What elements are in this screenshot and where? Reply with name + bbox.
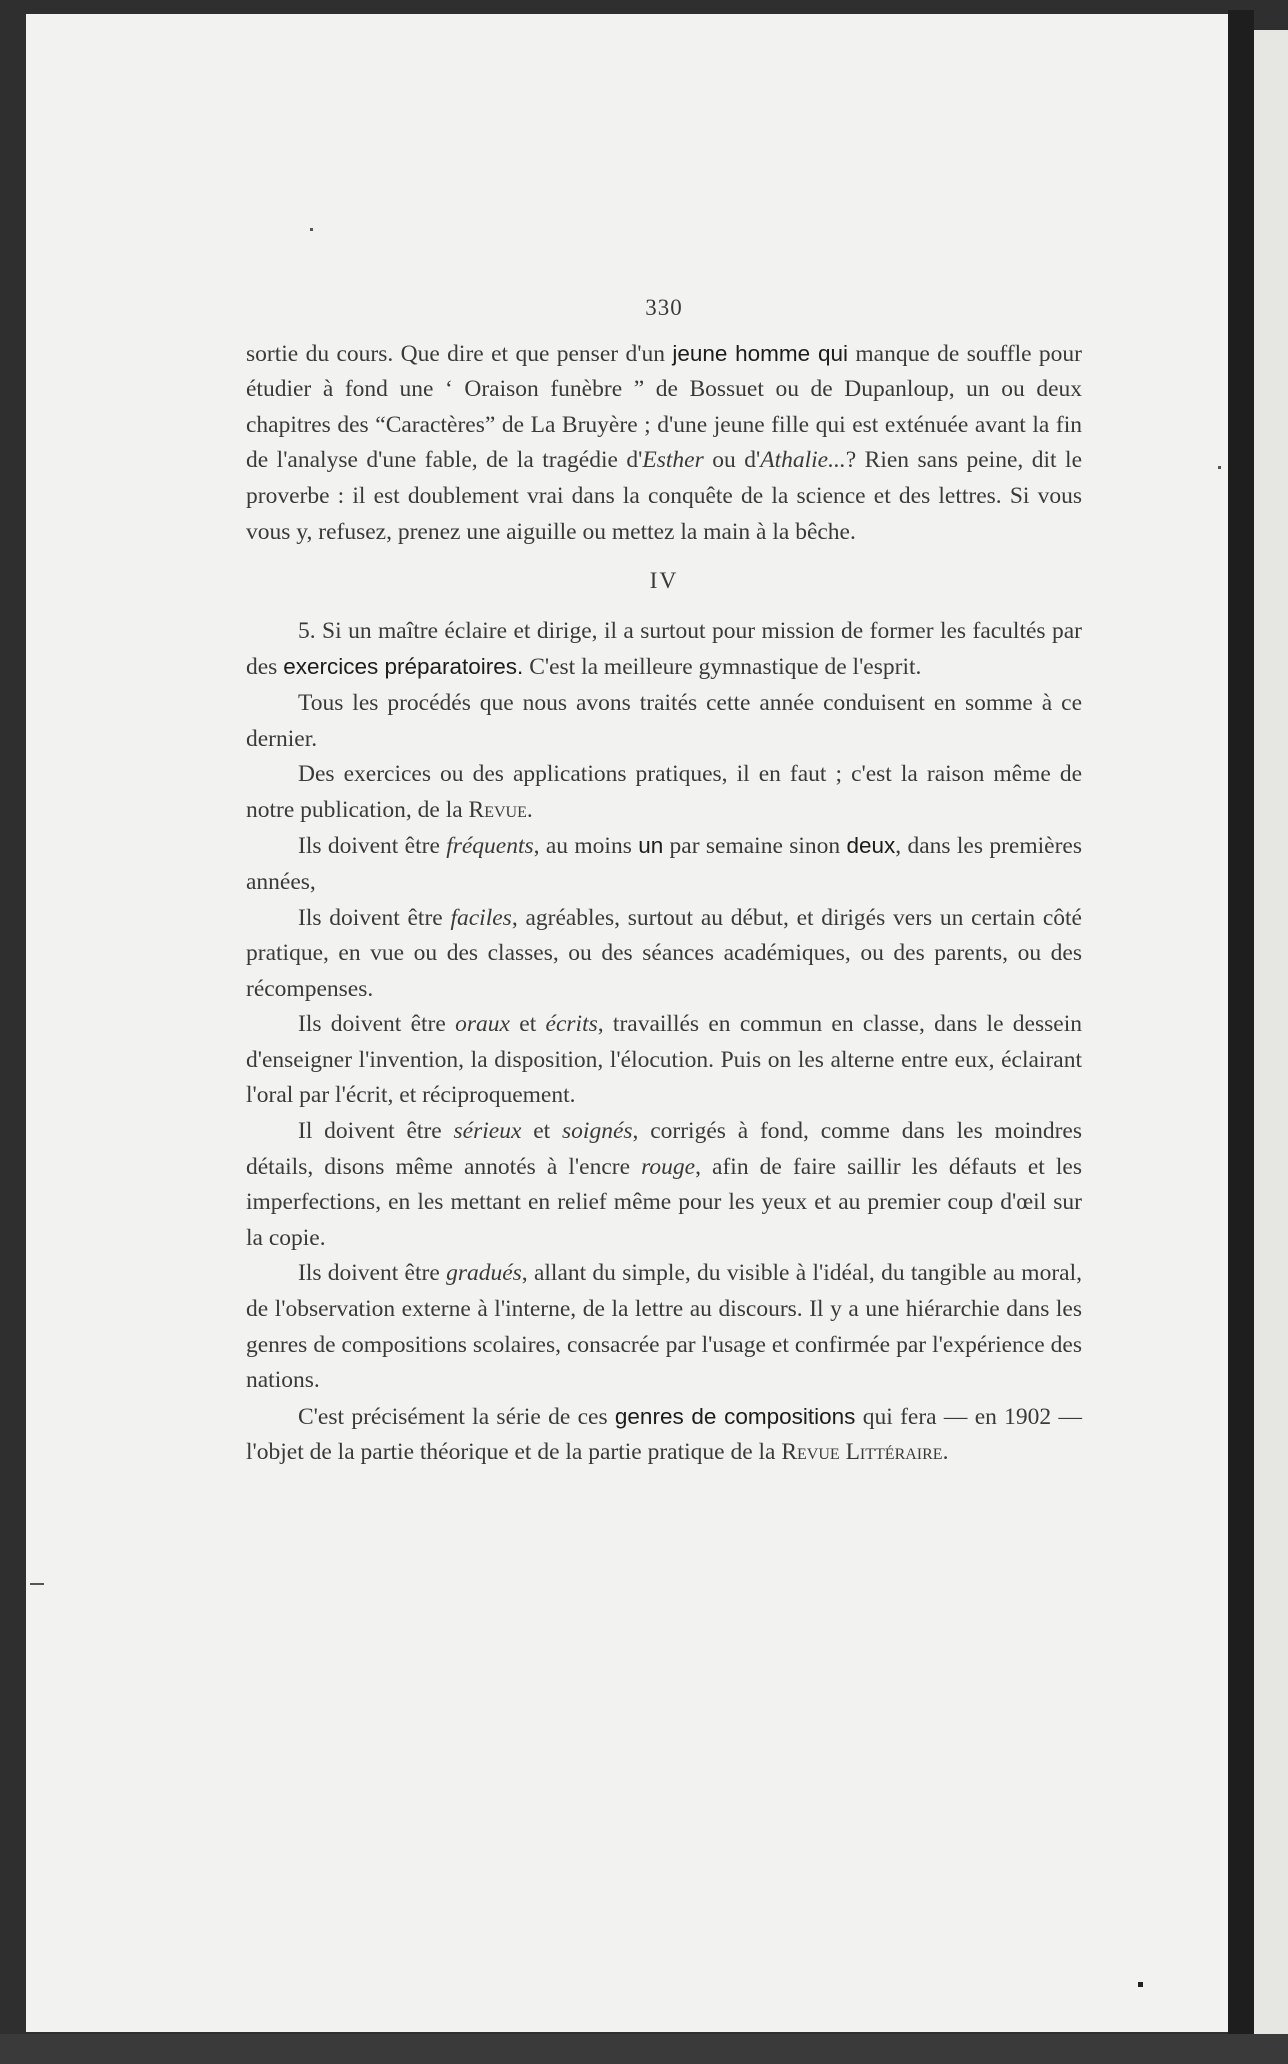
paragraph [246,828,1082,900]
small-caps-text: Revue [468,796,527,823]
text-run: Il doivent être [298,1118,454,1145]
page-number: 330 [645,295,683,320]
italic-text: sérieux [453,1118,522,1145]
bottom-shadow [0,2034,1288,2064]
italic-text: écrits [545,1011,598,1038]
text-run: , travaillés en commun en classe, dans le dessein d'enseigner l'invention, la disposition, l'élocution. Puis on les alterne entre eux, éclairant l'oral par l'écrit, et réciproquement. [246,1011,1082,1109]
italic-text: gradués [446,1260,522,1287]
text-run: , au moins [533,833,639,860]
text-run: , agréables, surtout au début, et dirigés vers un certain côté pratique, en vue ou des classes, ou des séances académiques, ou des parents, ou des récompenses. [246,904,1082,1002]
dust-mark [30,1583,44,1585]
text-run: C'est précisément la série de ces [298,1403,615,1430]
text-run: sortie du cours. Que dire et que penser d'un [246,340,673,367]
text-run: et [521,1118,563,1145]
next-page-edge [1254,30,1288,2040]
italic-text: oraux [455,1011,510,1038]
text-run: un [638,833,664,859]
paragraph [246,1007,1082,1114]
text-run: Ils doivent être [298,1260,447,1287]
body-text [246,290,1082,1471]
text-run: , allant du simple, du visible à l'idéal, du tangible au moral, de l'observation externe à l'interne, de la lettre au discours. Il y a une hiérarchie dans les genres de compositions scolaires, consacrée par l'usage et confirmée par l'expérience des nations. [246,1260,1082,1394]
text-run: , corrigés à fond, comme dans les moindres détails, disons même annotés à l'encre [246,1118,1083,1180]
italic-text: soignés [562,1118,633,1145]
paragraph [246,1256,1082,1398]
italic-text: fréquents [446,833,534,860]
small-caps-text: Revue Littéraire [781,1439,943,1466]
text-run: genres de compositions [614,1403,856,1429]
text-run: ? Rien sans peine, dit le proverbe : il est doublement vrai dans la conquête de la science et des lettres. Si vous vous y, refusez, prenez une aiguille ou mettez la main à la bêche. [246,447,1083,545]
paragraph [246,901,1082,1008]
text-run: jeune homme qui [672,340,848,366]
dust-speck [1218,466,1221,469]
text-run: Ils doivent être [298,1011,456,1038]
text-run: 5. Si un maître éclaire et dirige, il a surtout pour mission de former les facultés par des [246,617,1082,681]
text-run: par semaine sinon [663,833,847,860]
text-run: Ils doivent être [298,904,451,931]
paragraph [246,1399,1082,1471]
text-run: qui fera — en 1902 — l'objet de la partie théorique et de la partie pratique de la [246,1403,1082,1466]
paragraph [246,336,1082,551]
dust-speck [1138,1982,1143,1987]
paragraph [246,614,1082,686]
paragraph [246,1114,1082,1256]
dust-speck [310,228,313,231]
italic-text: faciles [450,904,512,931]
binding-shadow [1228,10,1254,2040]
section-heading: IV [649,568,679,595]
text-run: Des exercices ou des applications pratiques, il en faut ; c'est la raison même de notre publication, de la [246,761,1082,823]
text-run: , afin de faire saillir les défauts et les imperfections, en les mettant en relief même pour les yeux et au premier coup d'œil sur la copie. [246,1153,1082,1251]
text-run: C'est la meilleure gymnastique de l'esprit. [523,654,922,681]
text-run: . [942,1439,949,1466]
text-run: , dans les premières années, [246,833,1082,895]
text-run: deux [846,833,896,859]
text-run: . [526,796,533,823]
paragraph [246,757,1082,828]
text-run: exercices préparatoires. [283,654,524,680]
text-run: manque de souffle pour étudier à fond une ‘ Oraison funèbre ” de Bossuet ou de Dupanloup, un ou deux chapitres des “Caractères” de La Bruyère ; d'une jeune fille qui est exténuée avant la fin de l'analyse d'une fable, de la tragédie d' [246,340,1082,474]
paragraph: Tous les procédés que nous avons traités cette année conduisent en somme à ce dernier. [246,689,1082,752]
text-run: et [509,1011,546,1038]
italic-text: Esther [642,447,704,474]
italic-text: rouge [641,1153,696,1180]
text-run: ou d' [703,447,761,474]
text-run: Ils doivent être [298,833,447,860]
italic-text: Athalie... [760,447,846,474]
